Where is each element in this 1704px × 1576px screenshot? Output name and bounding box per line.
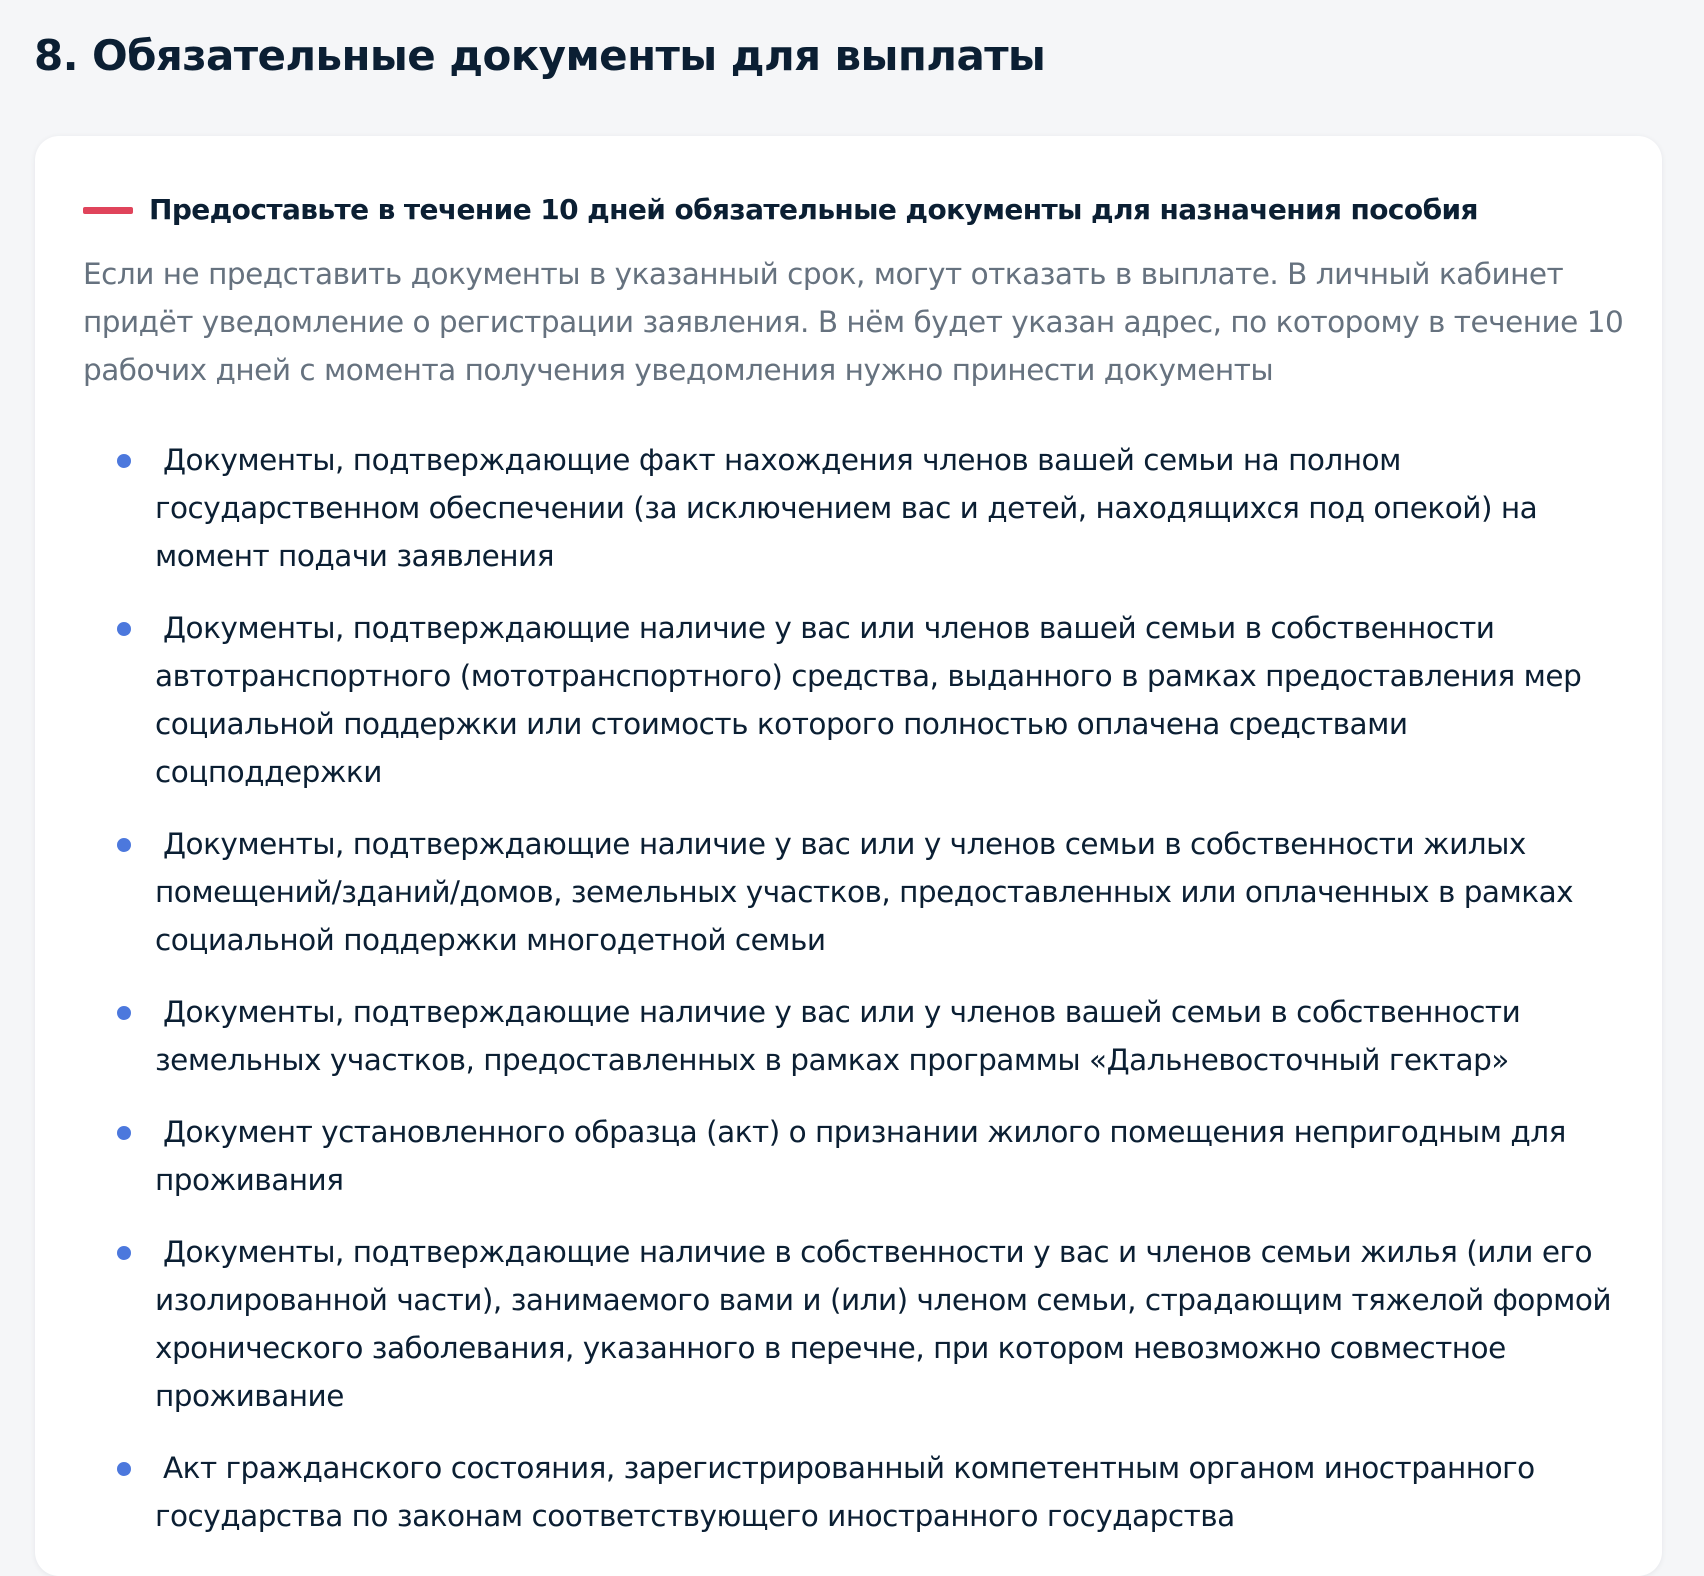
list-item-text: Акт гражданского состояния, зарегистрированный компетентным органом иностранного государства по законам соответствующего иностранного государства: [155, 1451, 1535, 1533]
bullet-dot-icon: [117, 1246, 131, 1260]
list-item: [83, 436, 1643, 580]
list-item-text: Документы, подтверждающие факт нахождения членов вашей семьи на полном государственном обеспечении (за исключением вас и детей, находящихся под опекой) на момент подачи заявления: [155, 443, 1538, 573]
list-item-text: Документы, подтверждающие наличие у вас или у членов вашей семьи в собственности земельных участков, предоставленных в рамках программы «Дальневосточный гектар»: [155, 995, 1521, 1077]
list-item-text: Документы, подтверждающие наличие у вас или у членов семьи в собственности жилых помещений/зданий/домов, земельных участков, предоставленных или оплаченных в рамках социальной поддержки многодетной семьи: [155, 827, 1574, 957]
bullet-dot-icon: [117, 454, 131, 468]
deadline-notice: Если не представить документы в указанный срок, могут отказать в выплате. В личный кабинет придёт уведомление о регистрации заявления. В нём будет указан адрес, по которому в течение 10 рабочих дней с момента получения уведомления нужно принести документы: [83, 257, 1624, 387]
accent-bar: [83, 207, 133, 214]
list-item: [83, 1444, 1643, 1540]
bullet-dot-icon: [117, 838, 131, 852]
list-item: [83, 988, 1643, 1084]
list-item-text: Документы, подтверждающие наличие у вас или членов вашей семьи в собственности автотранспортного (мототранспортного) средства, выданного в рамках предоставления мер социальной поддержки или стоимость которого полностью оплачена средствами соцподдержки: [155, 611, 1582, 789]
documents-list: [83, 436, 1643, 1564]
section-title: 8. Обязательные документы для выплаты: [34, 31, 1046, 80]
card-heading-text: Предоставьте в течение 10 дней обязательные документы для назначения пособия: [149, 193, 1478, 226]
list-item-text: Документы, подтверждающие наличие в собственности у вас и членов семьи жилья (или его изолированной части), занимаемого вами и (или) членом семьи, страдающим тяжелой формой хронического заболевания, указанного в перечне, при котором невозможно совместное проживание: [155, 1235, 1612, 1413]
list-item: [83, 820, 1643, 964]
bullet-dot-icon: [117, 1462, 131, 1476]
bullet-dot-icon: [117, 1006, 131, 1020]
list-item: [83, 1108, 1643, 1204]
list-item-text: Документ установленного образца (акт) о признании жилого помещения непригодным для проживания: [155, 1115, 1566, 1197]
list-item: [83, 604, 1643, 796]
card-heading: [83, 190, 1623, 230]
list-item: [83, 1228, 1643, 1420]
bullet-dot-icon: [117, 622, 131, 636]
bullet-dot-icon: [117, 1126, 131, 1140]
documents-card: [35, 136, 1662, 1576]
